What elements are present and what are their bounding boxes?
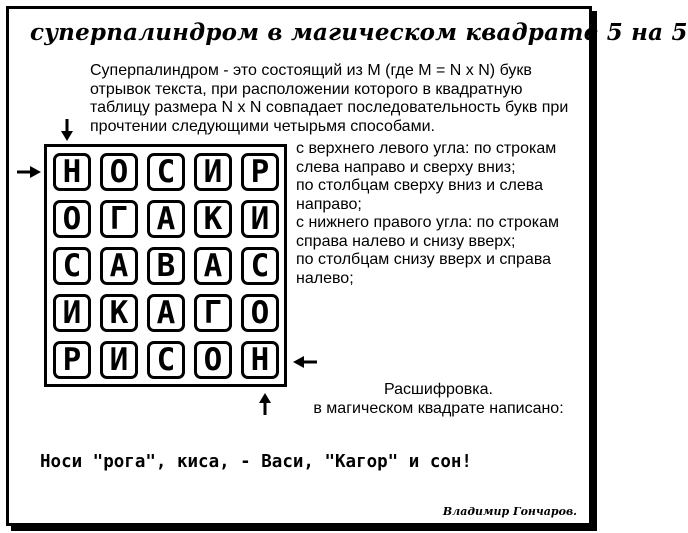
square-cell: Г xyxy=(100,200,138,238)
square-cell: Р xyxy=(53,341,91,379)
square-cell: А xyxy=(147,294,185,332)
square-cell: И xyxy=(53,294,91,332)
method-line: справа налево и снизу вверх; xyxy=(296,232,516,250)
square-cell: И xyxy=(194,153,232,191)
square-cell: И xyxy=(241,200,279,238)
square-cell: А xyxy=(100,247,138,285)
square-cell: С xyxy=(147,341,185,379)
method-line: с верхнего левого угла: по строкам xyxy=(296,140,557,157)
square-cell: О xyxy=(194,341,232,379)
square-cell: Г xyxy=(194,294,232,332)
square-cell: О xyxy=(53,200,91,238)
square-cell: А xyxy=(194,247,232,285)
square-cell: О xyxy=(241,294,279,332)
decode-caption xyxy=(296,380,581,418)
method-line: направо; xyxy=(296,195,362,213)
definition-text: Суперпалиндром - это состоящий из M (где M = N x N) букв отрывок текста, при расположении которого в квадратную таблицу размера N x N совпадает последовательность букв при прочтении следующими четырьмя способами. xyxy=(90,62,569,135)
square-cell: С xyxy=(53,247,91,285)
square-cell: В xyxy=(147,247,185,285)
square-cell: А xyxy=(147,200,185,238)
page-title: суперпалиндром в магическом квадрате 5 на 5 xyxy=(30,19,688,46)
method-line: с нижнего правого угла: по строкам xyxy=(296,214,559,231)
square-cell: С xyxy=(241,247,279,285)
square-cell: Н xyxy=(53,153,91,191)
method-line: по столбцам снизу вверх и справа xyxy=(296,251,552,268)
arrow-up-icon xyxy=(258,392,272,416)
square-cell: Н xyxy=(241,341,279,379)
method-line: по столбцам сверху вниз и слева xyxy=(296,177,543,194)
square-cell: Р xyxy=(241,153,279,191)
magic-square xyxy=(44,144,287,387)
decode-title: Расшифровка. xyxy=(384,381,493,398)
arrow-right-icon xyxy=(16,165,42,179)
square-cell: К xyxy=(194,200,232,238)
square-cell: С xyxy=(147,153,185,191)
square-cell: И xyxy=(100,341,138,379)
method-line: слева направо и сверху вниз; xyxy=(296,158,516,176)
decode-subtitle: в магическом квадрате написано: xyxy=(313,400,564,417)
square-cell: О xyxy=(100,153,138,191)
arrow-left-icon xyxy=(292,355,318,369)
method-line: налево; xyxy=(296,269,354,287)
arrow-down-icon xyxy=(60,118,74,142)
decoded-phrase: Носи "рога", киса, - Васи, "Кагор" и сон! xyxy=(40,452,472,472)
author-signature: Владимир Гончаров. xyxy=(442,505,577,518)
reading-methods xyxy=(296,140,586,288)
square-cell: К xyxy=(100,294,138,332)
